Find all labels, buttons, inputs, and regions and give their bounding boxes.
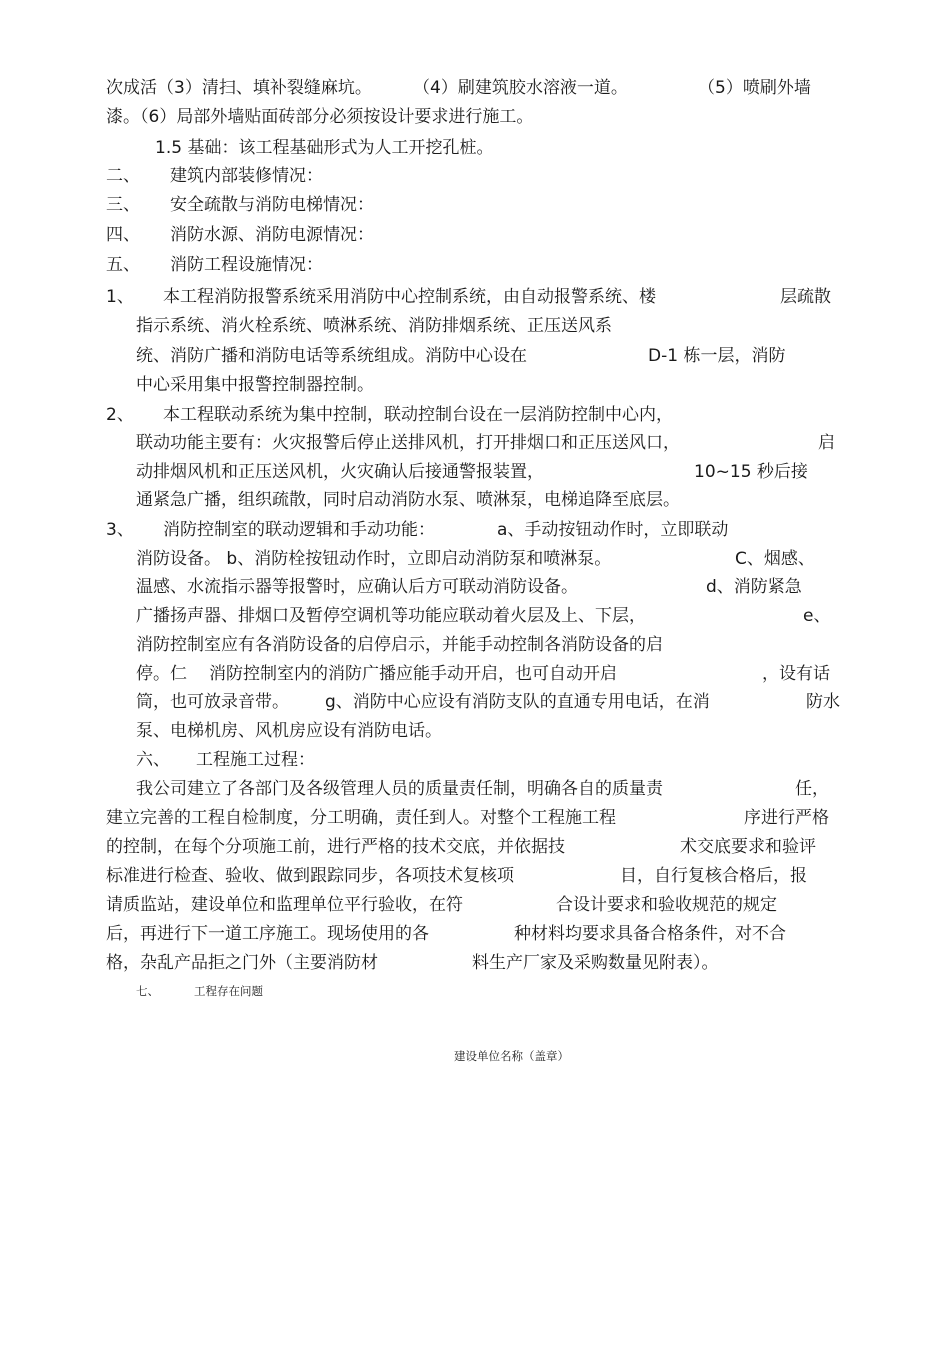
text-line: 指示系统、消火栓系统、喷淋系统、消防排烟系统、正压送风系: [136, 316, 612, 336]
text-line: 泵、电梯机房、风机房应设有消防电话。: [136, 721, 442, 741]
section-number: 七、: [136, 984, 159, 998]
text-line: D-1 栋一层，消防: [648, 346, 786, 366]
section-number: 四、: [106, 225, 140, 245]
list-number: 3、: [106, 520, 134, 540]
text-line: a、手动按钮动作时，立即联动: [497, 520, 729, 540]
section-heading: 建筑内部装修情况：: [170, 166, 323, 186]
text-line: （5）喷刷外墙: [698, 78, 811, 98]
text-line: （4）刷建筑胶水溶液一道。: [413, 78, 628, 98]
text-line: 合设计要求和验收规范的规定: [556, 895, 777, 915]
text-line: 格，杂乱产品拒之门外（主要消防材: [106, 953, 378, 973]
text-line: 建立完善的工程自检制度，分工明确，责任到人。对整个工程施工程: [106, 808, 616, 828]
text-line: 防水: [806, 692, 840, 712]
section-heading: 1.5 基础：该工程基础形式为人工开挖孔桩。: [155, 138, 494, 158]
text-line: e、: [803, 606, 831, 626]
text-line: 启: [818, 433, 835, 453]
text-line: 通紧急广播，组织疏散，同时启动消防水泵、喷淋泵，电梯追降至底层。: [136, 490, 680, 510]
text-line: 任，: [795, 779, 829, 799]
section-heading: 安全疏散与消防电梯情况：: [170, 195, 374, 215]
list-number: 1、: [106, 287, 134, 307]
text-line: 后，再进行下一道工序施工。现场使用的各: [106, 924, 429, 944]
text-line: 温感、水流指示器等报警时，应确认后方可联动消防设备。: [136, 577, 578, 597]
text-line: 术交底要求和验评: [680, 837, 816, 857]
text-line: 目，自行复核合格后，报: [620, 866, 807, 886]
text-line: 漆。（6）局部外墙贴面砖部分必须按设计要求进行施工。: [106, 107, 534, 127]
text-line: ，设有话: [762, 664, 830, 684]
text-line: 筒，也可放录音带。: [136, 692, 289, 712]
text-line: 本工程联动系统为集中控制，联动控制台设在一层消防控制中心内，: [163, 405, 673, 425]
text-line: g、消防中心应设有消防支队的直通专用电话，在消: [325, 692, 710, 712]
section-number: 五、: [106, 255, 140, 275]
section-number: 三、: [106, 195, 140, 215]
text-line: 序进行严格: [744, 808, 829, 828]
section-number: 二、: [106, 166, 140, 186]
list-number: 2、: [106, 405, 134, 425]
text-line: 本工程消防报警系统采用消防中心控制系统，由自动报警系统、楼: [163, 287, 656, 307]
text-line: 消防设备。 b、消防栓按钮动作时，立即启动消防泵和喷淋泵。: [136, 549, 612, 569]
section-heading: 消防水源、消防电源情况：: [170, 225, 374, 245]
text-line: d、消防紧急: [706, 577, 802, 597]
text-line: 消防控制室的联动逻辑和手动功能：: [163, 520, 435, 540]
text-line: 消防控制室应有各消防设备的启停启示，并能手动控制各消防设备的启: [136, 635, 663, 655]
text-line: 层疏散: [780, 287, 831, 307]
signature-label: 建设单位名称（盖章）: [454, 1049, 569, 1063]
text-line: 中心采用集中报警控制器控制。: [136, 375, 374, 395]
text-line: 联动功能主要有：火灾报警后停止送排风机，打开排烟口和正压送风口，: [136, 433, 680, 453]
section-heading: 工程存在问题: [194, 984, 263, 998]
text-line: 统、消防广播和消防电话等系统组成。消防中心设在: [136, 346, 527, 366]
text-line: 请质监站，建设单位和监理单位平行验收，在符: [106, 895, 463, 915]
text-line: 广播扬声器、排烟口及暂停空调机等功能应联动着火层及上、下层，: [136, 606, 646, 626]
text-line: 料生产厂家及采购数量见附表）。: [472, 953, 719, 973]
text-line: 动排烟风机和正压送风机，火灾确认后接通警报装置，: [136, 462, 544, 482]
text-line: 消防控制室内的消防广播应能手动开启，也可自动开启: [209, 664, 617, 684]
text-line: 我公司建立了各部门及各级管理人员的质量责任制，明确各自的质量责: [136, 779, 663, 799]
text-line: 停。仁: [136, 664, 187, 684]
section-number: 六、: [136, 750, 170, 770]
section-heading: 工程施工过程：: [196, 750, 315, 770]
text-line: 次成活（3）清扫、填补裂缝麻坑。: [106, 78, 372, 98]
text-line: C、烟感、: [735, 549, 815, 569]
text-line: 的控制，在每个分项施工前，进行严格的技术交底，并依据技: [106, 837, 565, 857]
text-line: 标准进行检查、验收、做到跟踪同步，各项技术复核项: [106, 866, 514, 886]
text-line: 10~15 秒后接: [694, 462, 808, 482]
section-heading: 消防工程设施情况：: [170, 255, 323, 275]
text-line: 种材料均要求具备合格条件，对不合: [514, 924, 786, 944]
